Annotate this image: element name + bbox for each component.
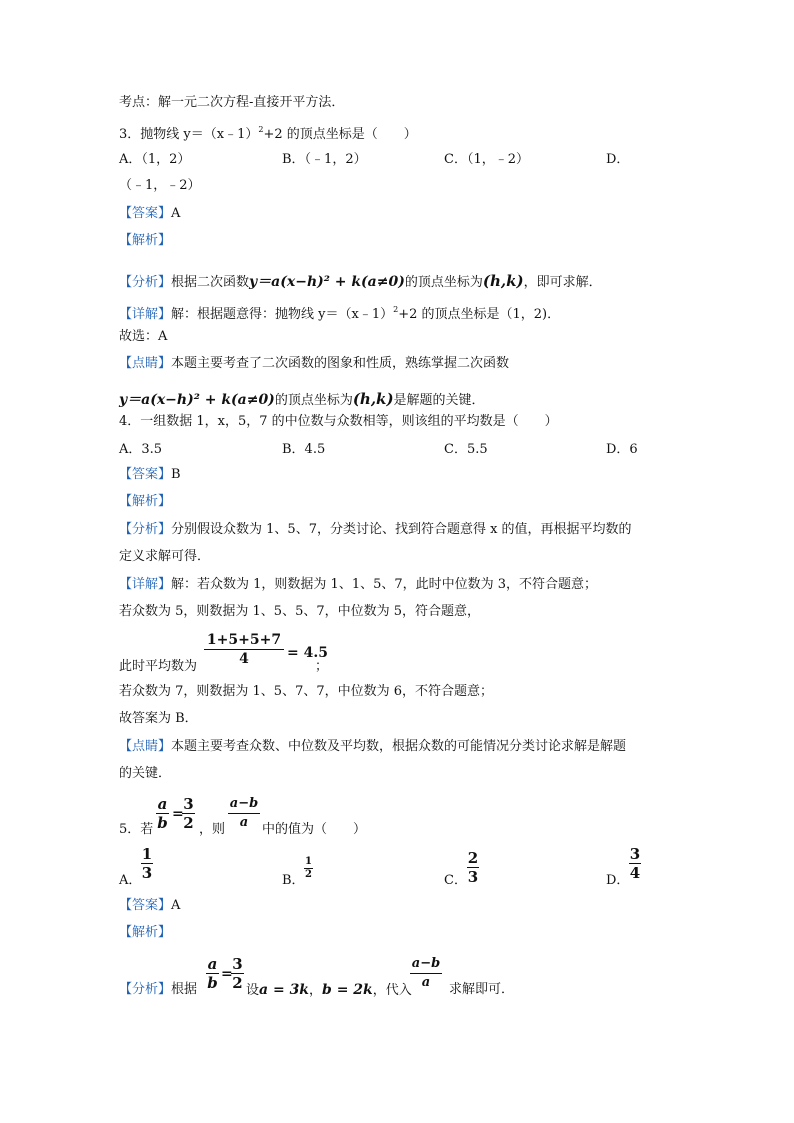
expression-a-minus-b-over-a: a−b a [229, 796, 259, 830]
q4-line-4: 若众数为 7，则数据为 1、5、7、7，中位数为 6，不符合题意； [119, 684, 494, 699]
q3-dianjing: 【点睛】本题主要考查了二次函数的图象和性质，熟练掌握二次函数 [119, 356, 510, 371]
q3-option-c: C．（1，﹣2） [444, 152, 529, 167]
q4-line-3b: ； [315, 659, 329, 674]
fenxi-equals: = [221, 966, 233, 982]
q4-dianjing: 【点睛】本题主要考查众数、中位数及平均数，根据众数的可能情况分类讨论求解是解题 [119, 739, 627, 754]
q3-dianjing-cont: y＝a(x−h)² + k(a≠0)的顶点坐标为(h,k)是解题的关键． [119, 390, 485, 408]
answer-tag: 【答案】 [119, 206, 172, 221]
q4-option-a: A．3.5 [119, 442, 163, 457]
q5-stem-c: 中的值为（ ） [262, 822, 367, 837]
vertex-hk: (h,k) [482, 272, 524, 290]
q3-option-a: A．（1，2） [119, 152, 191, 167]
q3-option-d: D． [606, 152, 630, 167]
xiangjie-tag: 【详解】 [119, 577, 172, 592]
jiexi-tag: 【解析】 [119, 925, 172, 940]
q5-option-d-value: 3 4 [629, 845, 641, 882]
q4-fenxi-cont: 定义求解可得． [119, 549, 211, 564]
q5-stem-a: 5．若 [119, 822, 154, 837]
dianjing-tag: 【点睛】 [119, 356, 172, 371]
q4-option-c: C．5.5 [444, 442, 488, 457]
q5-option-b-value: 1 2 [305, 856, 312, 880]
fenxi-a-minus-b-over-a: a−b a [411, 956, 441, 990]
q4-fenxi: 【分析】分别假设众数为 1、5、7，分类讨论、找到符合题意得 x 的值，再根据平均数的 [119, 522, 632, 537]
q5-option-c-label: C． [444, 873, 467, 888]
q4-option-b: B．4.5 [282, 442, 326, 457]
vertex-hk: (h,k) [352, 390, 394, 408]
fenxi-tag: 【分析】 [119, 522, 172, 537]
q4-line-5: 故答案为 B． [119, 711, 198, 726]
q4-stem: 4．一组数据 1，x，5，7 的中位数与众数相等，则该组的平均数是（ ） [119, 414, 558, 429]
q5-fenxi-d: 求解即可． [449, 982, 515, 997]
q5-jiexi [119, 924, 171, 942]
q3-jiexi [119, 232, 171, 250]
kaodian-line: 考点：解一元二次方程-直接开平方法． [119, 95, 345, 110]
q3-stem: 3．抛物线 y＝（x﹣1）$^2$+2 的顶点坐标是（ ） [119, 125, 417, 142]
q4-dianjing-cont: 的关键． [119, 766, 172, 781]
q4-answer: 【答案】B [119, 467, 181, 482]
jiexi-tag: 【解析】 [119, 233, 172, 248]
q5-stem-b: ，则 [199, 822, 226, 837]
fenxi-three-halves: 3 2 [232, 955, 243, 992]
answer-tag: 【答案】 [119, 898, 172, 913]
q4-line-2: 若众数为 5，则数据为 1、5、5、7，中位数为 5，符合题意， [119, 604, 481, 619]
b-equals-2k: b = 2k [322, 982, 373, 998]
q4-jiexi [119, 493, 171, 511]
q5-fenxi: 【分析】根据 [119, 982, 198, 997]
formula-vertex-form: y＝a(x−h)² + k(a≠0) [119, 392, 275, 408]
xiangjie-tag: 【详解】 [119, 307, 172, 322]
q5-option-b-label: B． [282, 873, 305, 888]
q5-fenxi-b: 设a = 3k，b = 2k，代入 [246, 982, 412, 998]
q5-option-a-label: A． [119, 873, 142, 888]
q3-fenxi: 【分析】根据二次函数y＝a(x−h)² + k(a≠0)的顶点坐标为(h,k)，即可求解． [119, 272, 602, 290]
condition-a-over-b: a b [157, 795, 168, 832]
average-fraction: 1+5+5+7 4 [204, 631, 284, 668]
q3-guxuan: 故选：A [119, 329, 168, 344]
formula-vertex-form: y＝a(x−h)² + k(a≠0) [249, 274, 405, 290]
q5-answer: 【答案】A [119, 898, 181, 913]
q5-option-d-label: D． [606, 873, 630, 888]
a-equals-3k: a = 3k [259, 982, 310, 998]
condition-equals: = [172, 806, 184, 822]
q3-xiangjie: 【详解】解：根据题意得：抛物线 y＝（x﹣1）$^2$+2 的顶点坐标是（1，2)． [119, 305, 561, 322]
q4-option-d: D．6 [606, 442, 638, 457]
condition-three-halves: 3 2 [183, 795, 194, 832]
q5-option-c-value: 2 3 [467, 849, 479, 886]
q3-option-b: B．（﹣1，2） [282, 152, 367, 167]
dianjing-tag: 【点睛】 [119, 739, 172, 754]
average-result: = 4.5 [287, 645, 328, 661]
q3-option-d-value: （﹣1，﹣2） [119, 178, 201, 193]
q5-option-a-value: 1 3 [141, 845, 153, 882]
q3-answer: 【答案】A [119, 206, 181, 221]
fenxi-tag: 【分析】 [119, 275, 172, 290]
q4-line-3a: 此时平均数为 [119, 659, 198, 674]
jiexi-tag: 【解析】 [119, 494, 172, 509]
answer-tag: 【答案】 [119, 467, 172, 482]
fenxi-tag: 【分析】 [119, 982, 172, 997]
q4-xiangjie: 【详解】解：若众数为 1，则数据为 1、1、5、7，此时中位数为 3，不符合题意； [119, 577, 598, 592]
fenxi-a-over-b: a b [207, 955, 218, 992]
